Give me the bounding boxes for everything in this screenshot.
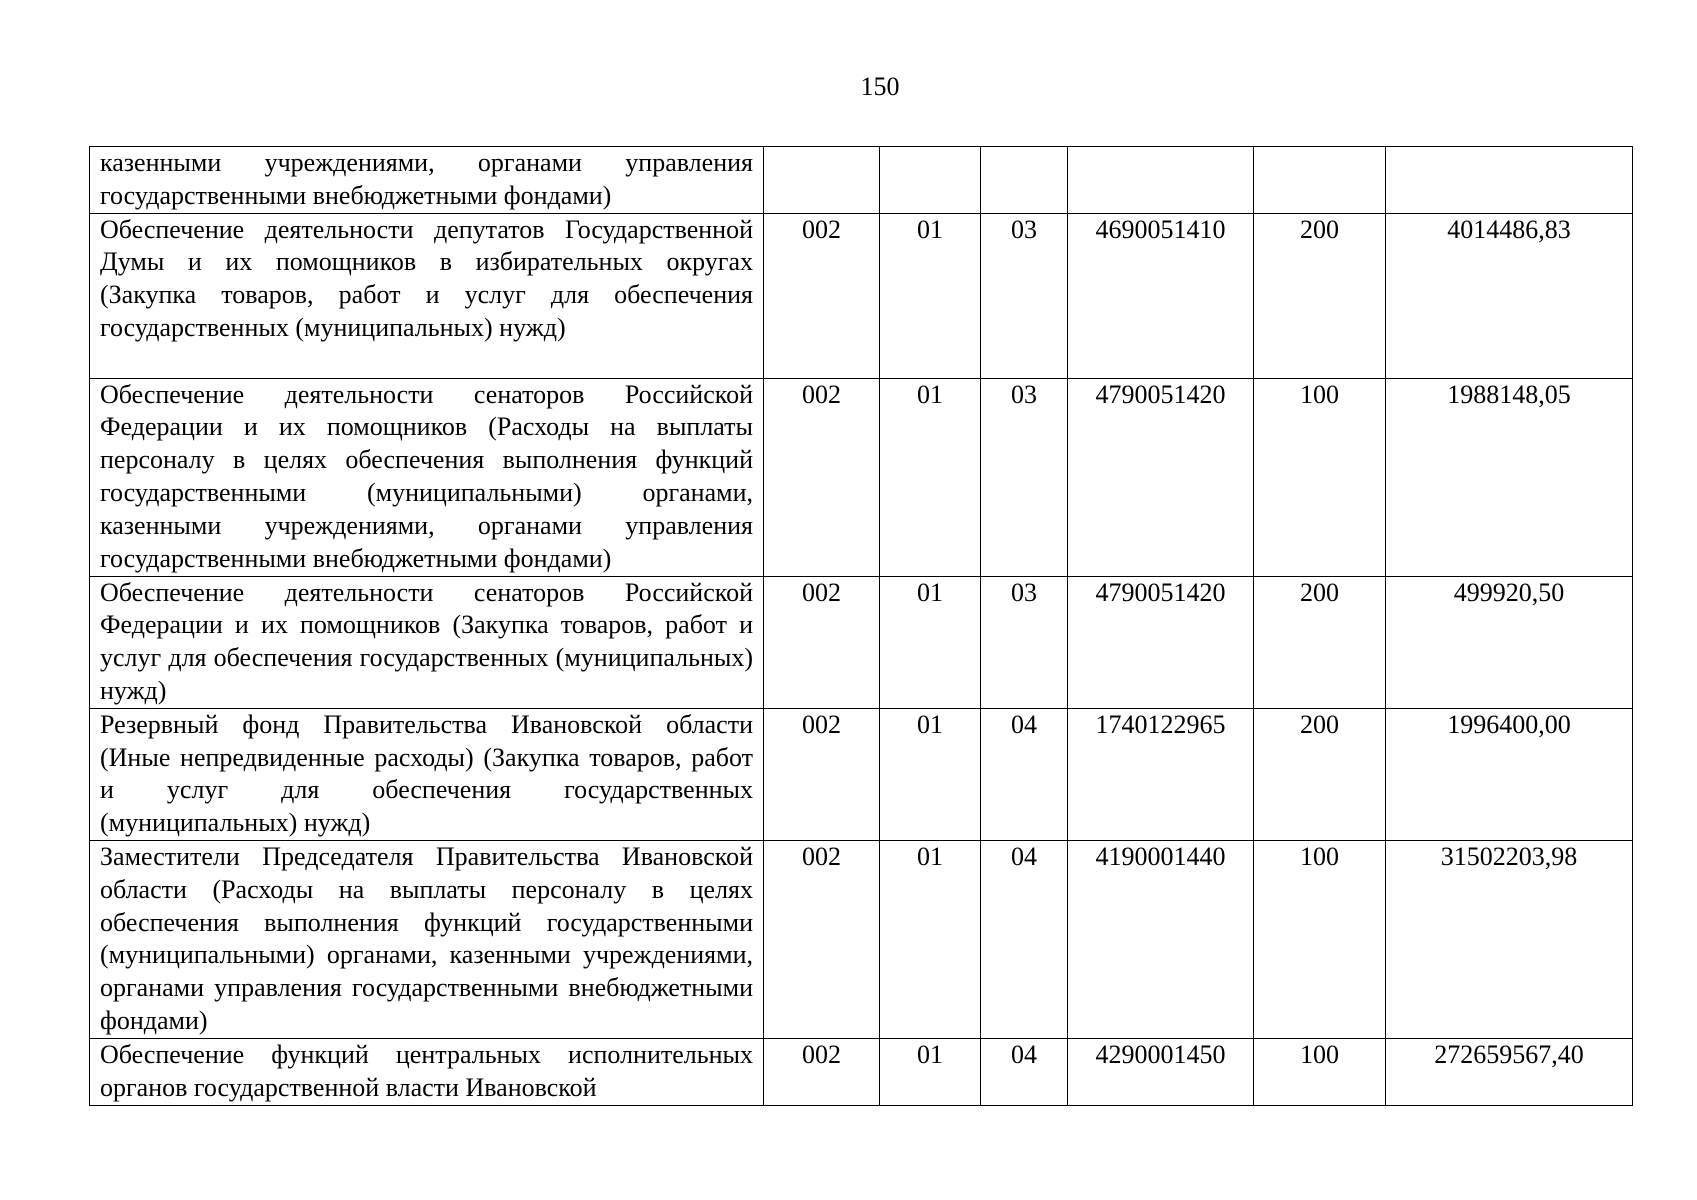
ministry-code-cell — [764, 147, 880, 214]
ministry-code-cell: 002 — [764, 576, 880, 708]
section-code-cell: 01 — [880, 213, 981, 378]
expense-type-cell: 200 — [1254, 708, 1386, 840]
table-row — [90, 1038, 1633, 1105]
table-row — [90, 213, 1633, 378]
amount-cell: 499920,50 — [1386, 576, 1633, 708]
target-article-cell: 4290001450 — [1068, 1038, 1254, 1105]
subsection-code-cell: 04 — [981, 840, 1068, 1038]
target-article-cell: 4790051420 — [1068, 378, 1254, 576]
section-code-cell: 01 — [880, 1038, 981, 1105]
ministry-code-cell: 002 — [764, 708, 880, 840]
subsection-code-cell: 03 — [981, 213, 1068, 378]
expense-type-cell — [1254, 147, 1386, 214]
page-number: 150 — [860, 72, 900, 101]
row-description: Обеспечение деятельности сенаторов Российской Федерации и их помощников (Расходы на выплаты персоналу в целях обеспечения выполнения функций государственными (муниципальными) органами, казенными учреждениями, органами управления государственными внебюджетными фондами) — [90, 378, 764, 576]
section-code-cell: 01 — [880, 576, 981, 708]
ministry-code-cell: 002 — [764, 378, 880, 576]
expense-type-cell: 200 — [1254, 576, 1386, 708]
row-description: Обеспечение деятельности сенаторов Российской Федерации и их помощников (Закупка товаров, работ и услуг для обеспечения государственных (муниципальных) нужд) — [90, 576, 764, 708]
amount-cell: 1996400,00 — [1386, 708, 1633, 840]
expense-type-cell: 200 — [1254, 213, 1386, 378]
row-description: казенными учреждениями, органами управления государственными внебюджетными фондами) — [90, 147, 764, 214]
expense-type-cell: 100 — [1254, 378, 1386, 576]
section-code-cell: 01 — [880, 378, 981, 576]
expense-type-cell: 100 — [1254, 840, 1386, 1038]
target-article-cell — [1068, 147, 1254, 214]
section-code-cell: 01 — [880, 708, 981, 840]
subsection-code-cell — [981, 147, 1068, 214]
target-article-cell: 4190001440 — [1068, 840, 1254, 1038]
ministry-code-cell: 002 — [764, 840, 880, 1038]
subsection-code-cell: 04 — [981, 1038, 1068, 1105]
section-code-cell — [880, 147, 981, 214]
subsection-code-cell: 04 — [981, 708, 1068, 840]
ministry-code-cell: 002 — [764, 1038, 880, 1105]
target-article-cell: 1740122965 — [1068, 708, 1254, 840]
budget-table — [89, 146, 1633, 1106]
table-row — [90, 576, 1633, 708]
amount-cell: 4014486,83 — [1386, 213, 1633, 378]
amount-cell: 31502203,98 — [1386, 840, 1633, 1038]
subsection-code-cell: 03 — [981, 378, 1068, 576]
expense-type-cell: 100 — [1254, 1038, 1386, 1105]
row-description: Резервный фонд Правительства Ивановской области (Иные непредвиденные расходы) (Закупка товаров, работ и услуг для обеспечения государственных (муниципальных) нужд) — [90, 708, 764, 840]
ministry-code-cell: 002 — [764, 213, 880, 378]
amount-cell: 272659567,40 — [1386, 1038, 1633, 1105]
subsection-code-cell: 03 — [981, 576, 1068, 708]
target-article-cell: 4790051420 — [1068, 576, 1254, 708]
table-row — [90, 840, 1633, 1038]
row-description: Заместители Председателя Правительства Ивановской области (Расходы на выплаты персоналу в целях обеспечения выполнения функций государственными (муниципальными) органами, казенными учреждениями, органами управления государственными внебюджетными фондами) — [90, 840, 764, 1038]
section-code-cell: 01 — [880, 840, 981, 1038]
amount-cell — [1386, 147, 1633, 214]
table-row — [90, 708, 1633, 840]
row-description: Обеспечение функций центральных исполнительных органов государственной власти Ивановской — [90, 1038, 764, 1105]
amount-cell: 1988148,05 — [1386, 378, 1633, 576]
target-article-cell: 4690051410 — [1068, 213, 1254, 378]
row-description: Обеспечение деятельности депутатов Государственной Думы и их помощников в избирательных округах (Закупка товаров, работ и услуг для обеспечения государственных (муниципальных) нужд) — [90, 213, 764, 378]
table-row — [90, 147, 1633, 214]
table-row — [90, 378, 1633, 576]
